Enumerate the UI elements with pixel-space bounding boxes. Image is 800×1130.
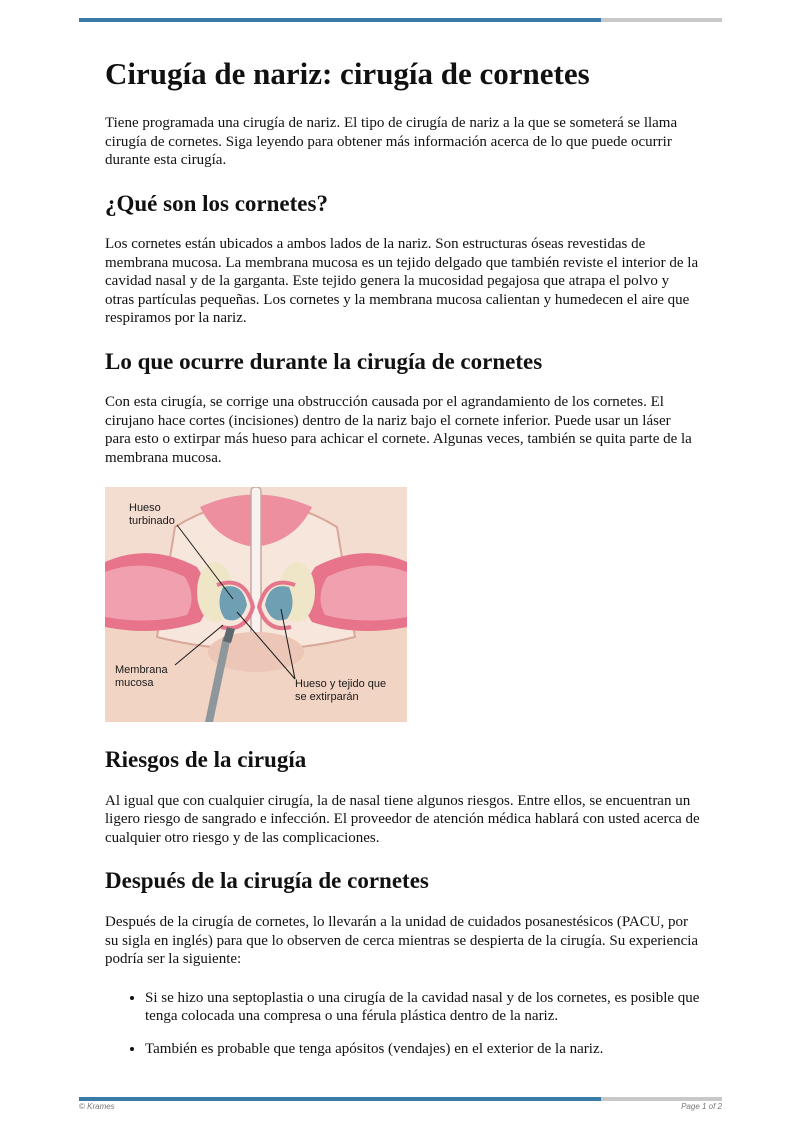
list-item: • Si se hizo una septoplastia o una cirugía de la cavidad nasal y de los cornetes, es posible que tenga colocada una compresa o una férula plástica dentro de la nariz. bbox=[145, 989, 700, 1026]
header-rule bbox=[79, 18, 722, 22]
section-heading-after-surgery: Después de la cirugía de cornetes bbox=[105, 868, 429, 894]
after-surgery-list bbox=[105, 989, 700, 1059]
list-item: • También es probable que tenga apósitos (vendajes) en el exterior de la nariz. bbox=[145, 1040, 700, 1059]
footer-page-number: Page 1 of 2 bbox=[681, 1102, 722, 1111]
section-heading-what-are-turbinates: ¿Qué son los cornetes? bbox=[105, 190, 328, 216]
label-removed-line1: Hueso y tejido que bbox=[295, 678, 387, 691]
section-text-what-are-turbinates: Los cornetes están ubicados a ambos lados de la nariz. Son estructuras óseas revestidas de membrana mucosa. La membrana mucosa es un tejido delgado que también reviste el interior de la cavidad nasal y de la garganta. Este tejido genera la mucosidad pegajosa que atrapa el polvo y otras partículas pequeñas. Los cornetes y la membrana mucosa calientan y humedecen el aire que respiramos por la nariz. bbox=[105, 236, 699, 327]
document-body bbox=[105, 55, 700, 1072]
page-title: Cirugía de nariz: cirugía de cornetes bbox=[105, 56, 590, 91]
header-rule-accent bbox=[79, 18, 601, 22]
footer-copyright: © Krames bbox=[79, 1102, 115, 1111]
section-heading-risks: Riesgos de la cirugía bbox=[105, 747, 307, 773]
label-turbinate-line2: turbinado bbox=[129, 515, 175, 528]
illustration-svg bbox=[105, 487, 407, 722]
section-text-after-surgery: Después de la cirugía de cornetes, lo llevarán a la unidad de cuidados posanestésicos (PACU, por su sigla en inglés) para que lo observen de cerca mientras se despierta de la cirugía. Su experiencia podría ser la siguiente: bbox=[105, 914, 699, 968]
footer-rule-accent bbox=[79, 1097, 601, 1101]
section-text-risks: Al igual que con cualquier cirugía, la de nasal tiene algunos riesgos. Entre ellos, se encuentran un ligero riesgo de sangrado e infección. El proveedor de atención médica hablará con usted acerca de cualquier otro riesgo y de las complicaciones. bbox=[105, 792, 700, 846]
section-heading-during-surgery: Lo que ocurre durante la cirugía de cornetes bbox=[105, 348, 543, 374]
turbinate-surgery-illustration bbox=[105, 487, 407, 722]
section-text-during-surgery: Con esta cirugía, se corrige una obstrucción causada por el agrandamiento de los cornetes. El cirujano hace cortes (incisiones) dentro de la nariz bajo el cornete inferior. Puede usar un láser para esto o extirpar más hueso para achicar el cornete. Algunas veces, también se quita parte de la membrana mucosa. bbox=[105, 394, 692, 466]
nasal-septum bbox=[251, 487, 261, 647]
footer-rule bbox=[79, 1097, 722, 1101]
label-removed-line2: se extirparán bbox=[295, 691, 359, 704]
label-mucosa-line1: Membrana bbox=[115, 664, 168, 677]
intro-paragraph: Tiene programada una cirugía de nariz. El tipo de cirugía de nariz a la que se someterá se llama cirugía de cornetes. Siga leyendo para obtener más información acerca de lo que puede ocurrir durante esta cirugía. bbox=[105, 115, 678, 169]
label-mucosa-line2: mucosa bbox=[115, 677, 154, 690]
label-turbinate-line1: Hueso bbox=[129, 502, 161, 515]
